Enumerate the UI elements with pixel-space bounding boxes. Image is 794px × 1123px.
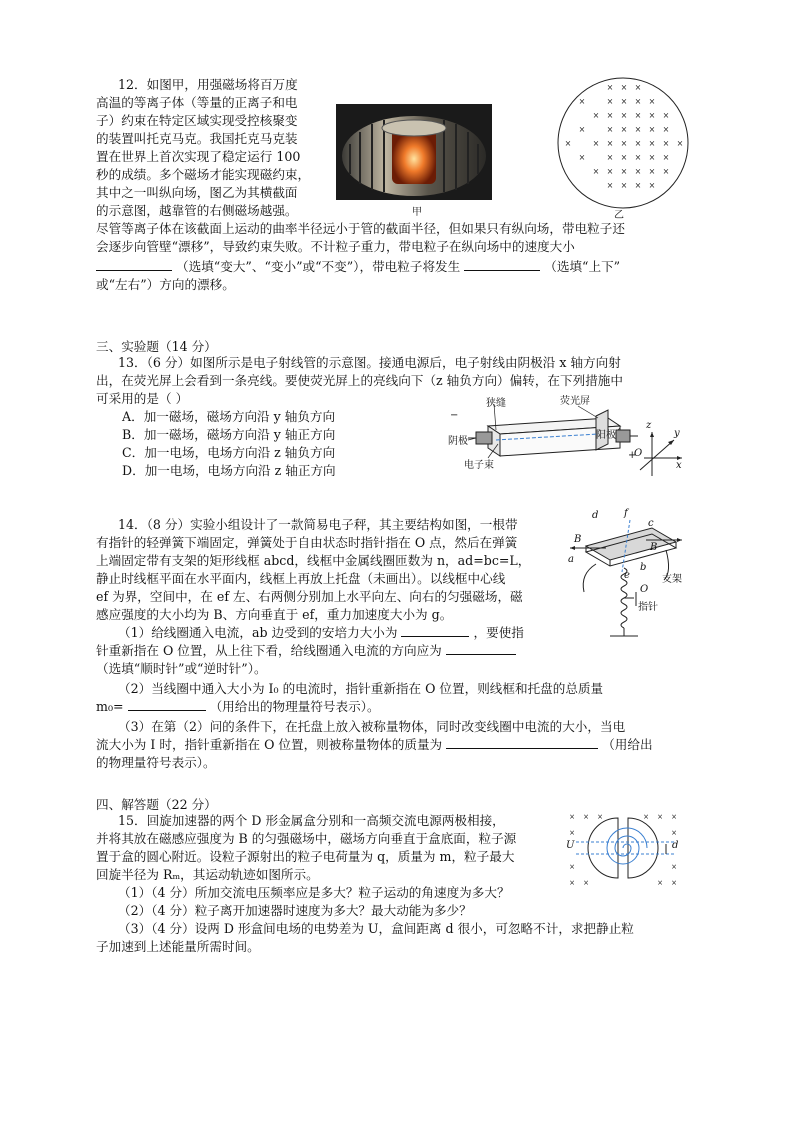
q14-part-2-line-2 xyxy=(96,698,380,716)
q14-line-4: 静止时线框平面在水平面内，线框上再放上托盘（未画出）。以线框中心线 xyxy=(96,571,506,586)
crt-slit-label: 狭缝 xyxy=(486,398,506,409)
field-mark: × xyxy=(606,125,614,134)
field-mark: × xyxy=(592,167,600,176)
field-mark: × xyxy=(634,167,642,176)
q13-line-2: 出，在荧光屏上会看到一条亮线。要使荧光屏上的亮线向下（z 轴负方向）偏转，在下列措施中 xyxy=(96,373,623,388)
scale-label-b: b xyxy=(640,562,647,573)
field-mark: × xyxy=(648,111,656,120)
q14-part-3-line-1: （3）在第（2）问的条件下，在托盘上放入被称量物体，同时改变线圈中电流的大小，当电 xyxy=(118,719,626,734)
field-mark: × xyxy=(578,97,586,106)
figure-cyclotron xyxy=(566,810,682,886)
axis-z-label: z xyxy=(646,420,652,431)
field-mark: × xyxy=(634,111,642,120)
field-mark: × xyxy=(583,879,589,886)
crt-beam-label: 电子束 xyxy=(464,460,494,471)
q14-p2-b: m₀= xyxy=(96,699,124,714)
field-mark: × xyxy=(578,153,586,162)
q14-part-1-line-2 xyxy=(96,642,516,660)
answer-blank[interactable] xyxy=(128,698,206,711)
answer-blank[interactable] xyxy=(464,258,540,271)
q14-part-2-line-1: （2）当线圈中通入大小为 I₀ 的电流时，指针重新指在 O 位置，则线框和托盘的总质量 xyxy=(118,681,604,696)
field-mark: × xyxy=(662,167,670,176)
field-mark: × xyxy=(634,181,642,190)
field-mark: × xyxy=(583,813,589,821)
field-mark: × xyxy=(634,153,642,162)
field-mark: × xyxy=(648,139,656,148)
field-mark: × xyxy=(671,863,677,871)
field-mark: × xyxy=(648,153,656,162)
cyclotron-u-label: U xyxy=(566,840,575,851)
figure-scale xyxy=(566,508,686,642)
q15-line-1: 15．回旋加速器的两个 D 形金属盒分别和一高频交流电源两极相接， xyxy=(118,813,505,828)
field-mark: × xyxy=(569,813,575,821)
q15-line-2: 并将其放在磁感应强度为 B 的匀强磁场中，磁场方向垂直于盒底面，粒子源 xyxy=(96,831,517,846)
field-mark: × xyxy=(564,139,572,148)
field-mark: × xyxy=(662,153,670,162)
answer-blank[interactable] xyxy=(446,642,516,655)
scale-label-e: e xyxy=(624,570,630,581)
field-mark: × xyxy=(657,879,663,886)
field-mark: × xyxy=(648,181,656,190)
q15-part-3-line-2: 子加速到上述能量所需时间。 xyxy=(96,939,260,954)
scale-label-a: a xyxy=(568,554,574,565)
cross-section-svg xyxy=(556,76,690,210)
answer-blank[interactable] xyxy=(446,736,598,749)
field-mark: × xyxy=(592,111,600,120)
q12-line-8: 的示意图，越靠管的右侧磁场越强。 xyxy=(96,203,298,218)
scale-label-o: O xyxy=(640,584,649,595)
scale-label-f: f xyxy=(624,508,628,519)
field-mark: × xyxy=(620,153,628,162)
answer-blank[interactable] xyxy=(96,258,172,271)
cyclotron-d-label: d xyxy=(672,840,679,851)
crt-screen-label: 荧光屏 xyxy=(560,396,590,407)
field-mark: × xyxy=(634,125,642,134)
q13-option-a[interactable]: A．加一磁场，磁场方向沿 y 轴负方向 xyxy=(122,409,336,424)
q13-line-1: 13．（6 分）如图所示是电子射线管的示意图。接通电源后，电子射线由阴极沿 x 轴方向射 xyxy=(118,355,621,370)
q14-line-5: ef 为界，空间中，在 ef 左、右两侧分别加上水平向左、向右的匀强磁场，磁 xyxy=(96,589,523,604)
field-mark: × xyxy=(671,879,677,886)
answer-blank[interactable] xyxy=(401,624,469,637)
q13-option-b[interactable]: B．加一磁场，磁场方向沿 y 轴正方向 xyxy=(122,427,336,442)
scale-label-pointer: 指针 xyxy=(638,602,658,613)
axis-o-label: O xyxy=(634,448,643,459)
section-3-title: 三、实验题（14 分） xyxy=(96,339,217,354)
q15-part-3-line-1: （3）（4 分）设两 D 形盒间电场的电势差为 U，盒间距离 d 很小，可忽略不计，求把静止粒 xyxy=(118,921,634,936)
field-mark: × xyxy=(657,813,663,821)
field-mark: × xyxy=(569,879,575,886)
q12-line-10: 会逐步向管壁“漂移”，导致约束失败。不计粒子重力，带电粒子在纵向场中的速度大小 xyxy=(96,239,575,254)
q14-p1-b: ，要使指 xyxy=(473,625,524,640)
field-mark: × xyxy=(606,139,614,148)
field-mark: × xyxy=(606,167,614,176)
field-mark: × xyxy=(676,139,684,148)
axis-y-label: y xyxy=(674,428,680,439)
field-mark: × xyxy=(606,111,614,120)
q14-p2-c: （用给出的物理量符号表示）。 xyxy=(209,699,380,714)
field-mark: × xyxy=(634,97,642,106)
cyclotron-diagram xyxy=(566,810,682,886)
q15-part-1: （1）（4 分）所加交流电压频率应是多大？粒子运动的角速度为多大？ xyxy=(118,885,510,900)
q12-line-2: 高温的等离子体（等量的正离子和电 xyxy=(96,95,298,110)
figure-yi-label: 乙 xyxy=(614,210,624,221)
q14-line-1: 14．（8 分）实验小组设计了一款简易电子秤，其主要结构如图，一根带 xyxy=(118,517,518,532)
q14-p1-c: 针重新指在 O 位置，从上往下看，给线圈通入电流的方向应为 xyxy=(96,643,442,658)
field-mark: × xyxy=(662,139,670,148)
field-mark: × xyxy=(620,111,628,120)
field-mark: × xyxy=(620,167,628,176)
field-mark: × xyxy=(578,125,586,134)
scale-label-c: c xyxy=(648,518,654,529)
q15-line-4: 回旋半径为 Rₘ，其运动轨迹如图所示。 xyxy=(96,867,319,882)
crt-anode-label: 阳极 xyxy=(596,430,616,441)
field-mark: × xyxy=(606,181,614,190)
q13-line-3: 可采用的是（ ） xyxy=(96,391,189,406)
q14-p1-a: （1）给线圈通入电流，ab 边受到的安培力大小为 xyxy=(118,625,398,640)
figure-crt xyxy=(448,396,688,482)
field-mark: × xyxy=(648,125,656,134)
field-mark: × xyxy=(569,863,575,871)
q12-line-9: 尽管等离子体在该截面上运动的曲率半径远小于管的截面半径，但如果只有纵向场，带电粒子还 xyxy=(96,221,625,236)
figure-cross-section xyxy=(556,76,690,210)
q12-line-7: 其中之一叫纵向场，图乙为其横截面 xyxy=(96,185,298,200)
q14-part-3-line-3: 的物理量符号表示）。 xyxy=(96,755,216,770)
field-mark: × xyxy=(643,813,649,821)
q14-part-3-line-2 xyxy=(96,736,653,754)
field-mark: × xyxy=(606,83,614,92)
figure-tokamak xyxy=(336,104,492,200)
field-mark: × xyxy=(648,97,656,106)
q12-line-1: 12．如图甲，用强磁场将百万度 xyxy=(118,77,298,92)
crt-cathode-label: 阴极 xyxy=(448,436,468,447)
field-mark: × xyxy=(634,83,642,92)
tokamak-illustration xyxy=(336,104,492,200)
q12-line-11-end: （选填“上下” xyxy=(544,259,621,274)
q12-line-5: 置在世界上首次实现了稳定运行 100 xyxy=(96,149,301,164)
q15-part-2: （2）（4 分）粒子离开加速器时速度为多大？最大动能为多少？ xyxy=(118,903,472,918)
field-mark: × xyxy=(662,125,670,134)
field-mark: × xyxy=(606,97,614,106)
q13-option-c[interactable]: C．加一电场，电场方向沿 z 轴负方向 xyxy=(122,445,336,460)
crt-plus-label: + xyxy=(628,450,637,461)
field-mark: × xyxy=(620,181,628,190)
scale-label-d: d xyxy=(592,510,599,521)
field-mark: × xyxy=(634,139,642,148)
q14-line-3: 上端固定带有支架的矩形线框 abcd，线框中金属线圈匝数为 n，ad=bc=L， xyxy=(96,553,531,568)
scale-label-bracket: 支架 xyxy=(662,574,682,585)
q15-line-3: 置于盒的圆心附近。设粒子源射出的粒子电荷量为 q，质量为 m，粒子最大 xyxy=(96,849,515,864)
field-mark: × xyxy=(648,167,656,176)
field-mark: × xyxy=(592,139,600,148)
field-mark: × xyxy=(620,83,628,92)
q14-part-1-line-3: （选填“顺时针”或“逆时针”）。 xyxy=(96,661,267,676)
q12-line-12: 或“左右”）方向的漂移。 xyxy=(96,277,235,292)
figure-jia-label: 甲 xyxy=(412,207,422,218)
axis-x-label: x xyxy=(676,460,682,471)
crt-minus-label: − xyxy=(450,410,459,421)
field-mark: × xyxy=(620,125,628,134)
q12-line-4: 的装置叫托克马克。我国托克马克装 xyxy=(96,131,298,146)
scale-label-B-left: B xyxy=(574,534,582,545)
field-mark: × xyxy=(606,153,614,162)
field-mark: × xyxy=(569,829,575,837)
q14-line-2: 有指针的轻弹簧下端固定，弹簧处于自由状态时指针指在 O 点，然后在弹簧 xyxy=(96,535,518,550)
field-mark: × xyxy=(620,97,628,106)
q14-part-1-line-1 xyxy=(118,624,524,642)
field-mark: × xyxy=(597,813,603,821)
q12-line-11 xyxy=(96,258,620,276)
field-mark: × xyxy=(671,829,677,837)
field-mark: × xyxy=(671,813,677,821)
q14-p3-b: 流大小为 I 时，指针重新指在 O 位置，则被称量物体的质量为 xyxy=(96,737,443,752)
q13-option-d[interactable]: D．加一电场，电场方向沿 z 轴正方向 xyxy=(122,463,336,478)
section-4-title: 四、解答题（22 分） xyxy=(96,797,217,812)
scale-label-B-right: B xyxy=(650,542,658,553)
q12-line-6: 秒的成绩。多个磁场才能实现磁约束， xyxy=(96,167,311,182)
q14-p3-c: （用给出 xyxy=(602,737,653,752)
q14-line-6: 感应强度的大小均为 B、方向垂直于 ef，重力加速度大小为 g。 xyxy=(96,607,453,622)
field-mark: × xyxy=(662,111,670,120)
field-mark: × xyxy=(620,139,628,148)
q12-line-11-mid: （选填“变大”、“变小”或“不变”），带电粒子将发生 xyxy=(176,259,461,274)
q12-line-3: 子）约束在特定区域实现受控核聚变 xyxy=(96,113,298,128)
